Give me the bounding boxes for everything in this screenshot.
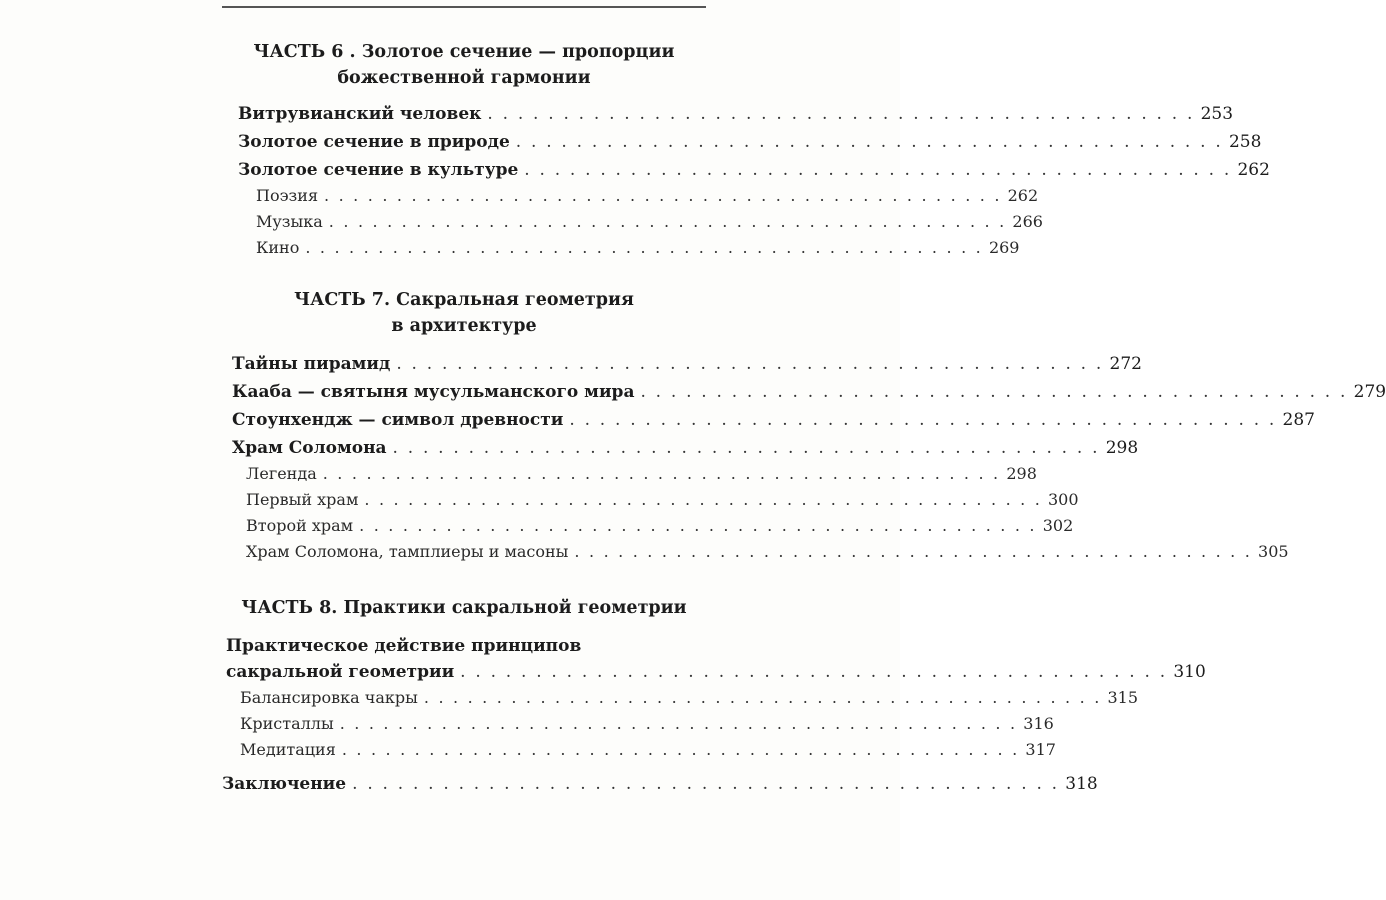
toc-subentry bbox=[246, 486, 1079, 514]
entry-label: Заключение bbox=[222, 774, 347, 794]
leader-dots: . . . . . . . . . . . . . . . . . . . . . . . . . . . . . . . . . . . . . . . . . . . . . . . bbox=[487, 104, 1195, 124]
toc-subentry bbox=[240, 736, 1056, 764]
subentry-label: Храм Соломона, тамплиеры и масоны bbox=[246, 542, 569, 561]
entry-label: Витрувианский человек bbox=[238, 104, 482, 124]
subentry-label: Медитация bbox=[240, 740, 336, 759]
leader-dots: . . . . . . . . . . . . . . . . . . . . . . . . . . . . . . . . . . . . . . . . . . . . . . . bbox=[305, 238, 983, 257]
entry-page: 272 bbox=[1109, 354, 1142, 374]
subentry-label: Музыка bbox=[256, 212, 323, 231]
toc-subentry bbox=[246, 538, 1289, 566]
toc-subentry bbox=[246, 460, 1037, 488]
toc-subentry bbox=[256, 208, 1043, 236]
leader-dots: . . . . . . . . . . . . . . . . . . . . . . . . . . . . . . . . . . . . . . . . . . . . . . . bbox=[640, 382, 1348, 402]
part-7-title-line2: в архитектуре bbox=[391, 316, 537, 336]
part-6-title-line2: божественной гармонии bbox=[337, 68, 591, 88]
leader-dots: . . . . . . . . . . . . . . . . . . . . . . . . . . . . . . . . . . . . . . . . . . . . . . . bbox=[341, 740, 1020, 759]
subentry-page: 305 bbox=[1258, 542, 1289, 561]
leader-dots: . . . . . . . . . . . . . . . . . . . . . . . . . . . . . . . . . . . . . . . . . . . . . . . bbox=[324, 186, 1002, 205]
leader-dots: . . . . . . . . . . . . . . . . . . . . . . . . . . . . . . . . . . . . . . . . . . . . . . . bbox=[322, 464, 1001, 483]
entry-page: 253 bbox=[1200, 104, 1234, 124]
leader-dots: . . . . . . . . . . . . . . . . . . . . . . . . . . . . . . . . . . . . . . . . . . . . . . . bbox=[352, 774, 1060, 794]
entry-page: 258 bbox=[1228, 132, 1262, 152]
toc-entry-conclusion bbox=[222, 770, 1098, 798]
leader-dots: . . . . . . . . . . . . . . . . . . . . . . . . . . . . . . . . . . . . . . . . . . . . . . . bbox=[423, 688, 1102, 707]
toc-entry bbox=[238, 128, 1262, 156]
entry-label-line2: сакральной геометрии bbox=[226, 662, 455, 682]
subentry-label: Второй храм bbox=[246, 516, 354, 535]
leader-dots: . . . . . . . . . . . . . . . . . . . . . . . . . . . . . . . . . . . . . . . . . . . . . . . bbox=[392, 438, 1100, 458]
entry-label: Кааба — святыня мусульманского мира bbox=[232, 382, 635, 402]
subentry-page: 298 bbox=[1006, 464, 1037, 483]
toc-subentry bbox=[256, 234, 1020, 262]
subentry-page: 302 bbox=[1042, 516, 1074, 535]
leader-dots: . . . . . . . . . . . . . . . . . . . . . . . . . . . . . . . . . . . . . . . . . . . . . . . bbox=[396, 354, 1104, 374]
entry-label: Золотое сечение в культуре bbox=[238, 160, 519, 180]
toc-entry bbox=[238, 156, 1270, 184]
entry-label-line1: Практическое действие принципов bbox=[226, 636, 582, 656]
subentry-label: Балансировка чакры bbox=[240, 688, 418, 707]
toc-entry bbox=[232, 350, 1142, 378]
toc-entry bbox=[232, 406, 1315, 434]
leader-dots: . . . . . . . . . . . . . . . . . . . . . . . . . . . . . . . . . . . . . . . . . . . . . . . bbox=[339, 714, 1018, 733]
subentry-label: Поэзия bbox=[256, 186, 319, 205]
entry-page: 310 bbox=[1173, 662, 1206, 682]
toc-entry bbox=[232, 434, 1139, 462]
subentry-page: 266 bbox=[1012, 212, 1043, 231]
entry-label: Золотое сечение в природе bbox=[238, 132, 510, 152]
leader-dots: . . . . . . . . . . . . . . . . . . . . . . . . . . . . . . . . . . . . . . . . . . . . . . . bbox=[364, 490, 1042, 509]
leader-dots: . . . . . . . . . . . . . . . . . . . . . . . . . . . . . . . . . . . . . . . . . . . . . . . bbox=[574, 542, 1253, 561]
entry-page: 318 bbox=[1065, 774, 1098, 794]
entry-page: 262 bbox=[1237, 160, 1270, 180]
toc-entry bbox=[226, 658, 1206, 686]
subentry-label: Кино bbox=[256, 238, 300, 257]
toc-entry bbox=[232, 378, 1386, 406]
part-6-title-line1: ЧАСТЬ 6 . Золотое сечение — пропорции bbox=[253, 42, 675, 62]
leader-dots: . . . . . . . . . . . . . . . . . . . . . . . . . . . . . . . . . . . . . . . . . . . . . . . bbox=[569, 410, 1277, 430]
toc-subentry bbox=[240, 710, 1054, 738]
toc-subentry bbox=[256, 182, 1039, 210]
subentry-page: 300 bbox=[1048, 490, 1079, 509]
top-rule bbox=[222, 6, 706, 8]
subentry-page: 316 bbox=[1023, 714, 1054, 733]
entry-page: 287 bbox=[1282, 410, 1315, 430]
subentry-page: 262 bbox=[1007, 186, 1039, 205]
leader-dots: . . . . . . . . . . . . . . . . . . . . . . . . . . . . . . . . . . . . . . . . . . . . . . . bbox=[328, 212, 1007, 231]
subentry-label: Первый храм bbox=[246, 490, 359, 509]
leader-dots: . . . . . . . . . . . . . . . . . . . . . . . . . . . . . . . . . . . . . . . . . . . . . . . bbox=[524, 160, 1232, 180]
subentry-label: Легенда bbox=[246, 464, 317, 483]
toc-entry bbox=[238, 100, 1234, 128]
subentry-label: Кристаллы bbox=[240, 714, 334, 733]
leader-dots: . . . . . . . . . . . . . . . . . . . . . . . . . . . . . . . . . . . . . . . . . . . . . . . bbox=[515, 132, 1223, 152]
leader-dots: . . . . . . . . . . . . . . . . . . . . . . . . . . . . . . . . . . . . . . . . . . . . . . . bbox=[460, 662, 1168, 682]
entry-page: 279 bbox=[1353, 382, 1386, 402]
subentry-page: 315 bbox=[1107, 688, 1139, 707]
part-8-title: ЧАСТЬ 8. Практики сакральной геометрии bbox=[241, 598, 687, 618]
subentry-page: 317 bbox=[1025, 740, 1056, 759]
entry-label: Тайны пирамид bbox=[232, 354, 391, 374]
subentry-page: 269 bbox=[988, 238, 1020, 257]
leader-dots: . . . . . . . . . . . . . . . . . . . . . . . . . . . . . . . . . . . . . . . . . . . . . . . bbox=[359, 516, 1037, 535]
toc-subentry bbox=[240, 684, 1139, 712]
entry-label: Храм Соломона bbox=[232, 438, 387, 458]
part-7-title-line1: ЧАСТЬ 7. Сакральная геометрия bbox=[294, 290, 634, 310]
toc-subentry bbox=[246, 512, 1074, 540]
entry-label: Стоунхендж — символ древности bbox=[232, 410, 564, 430]
entry-page: 298 bbox=[1105, 438, 1139, 458]
